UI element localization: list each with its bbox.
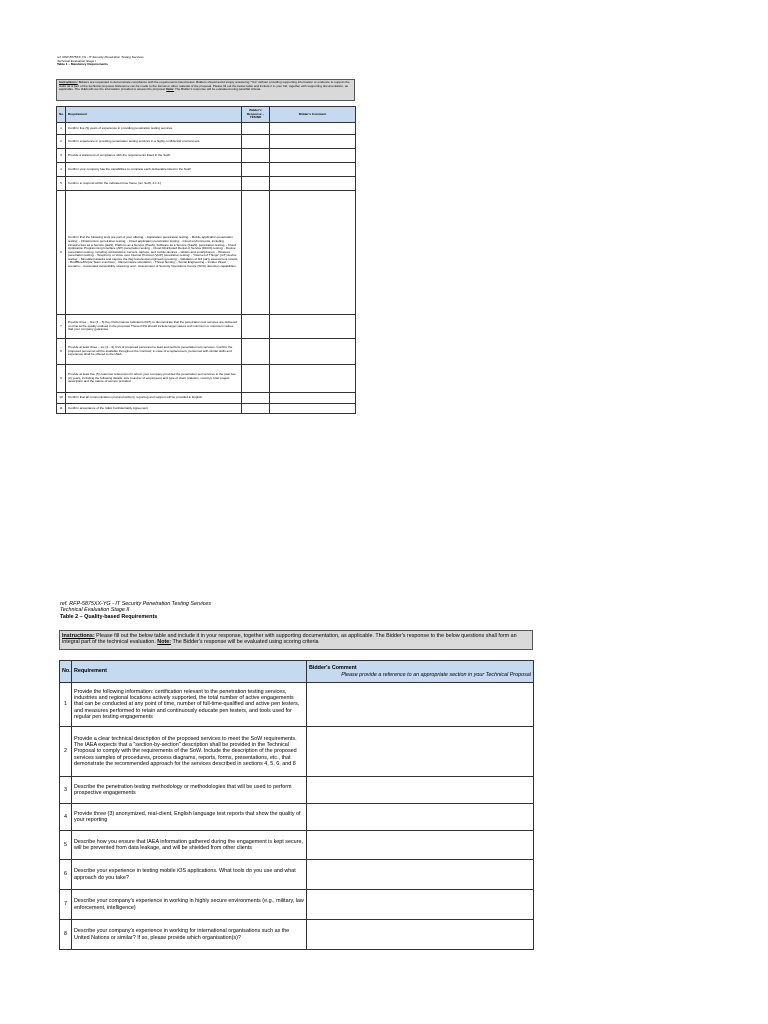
row-requirement: Confirm that the following tests are part of your offering: - Application penetration testing; - Mobile application penetration testing; - Infrastructure penetration testing; - Cloud application penetration testing; - Cloud environments, including infrastructure as a Service (IaaS), Platform as a Service (PaaS), Software as a Service (SaaS), penetration testing; - Cloud Application Programming Interface (API) penetration testing; - Cloud Distributed Denial of Service (DDoS) testing; - Device penetration testing, including workstations, servers, laptops, and mobile devices – tablets and smartphones; - Wireless penetration testing; - Telephony or Voice over Internet Protocol (VoIP) penetration testing; - "Internet of Things" (IoT) device testing; - Simulated attacks and capture the flag tests/social engineering testing; - Validation of 3rd party assessment results; - Red/Blue/Purple Team exercises; - Ransomware simulation; - Threat hunting; - Social Engineering – Insider threat scenario; - Automated vulnerability scanning; and - Assessment of Security Operations Centre (SOC) detection capabilities.: [66, 191, 242, 315]
response-cell[interactable]: [242, 404, 270, 414]
row-number: 10: [57, 393, 66, 404]
page2-col-requirement: Requirement: [72, 661, 307, 683]
comment-cell[interactable]: [307, 920, 534, 950]
comment-cell[interactable]: [307, 890, 534, 920]
page1-header: [57, 56, 144, 67]
comment-cell[interactable]: [270, 365, 356, 393]
table-row: [60, 804, 534, 831]
table-row: [60, 727, 534, 777]
table-row: [57, 404, 356, 414]
page1-subtitle: Technical Evaluation Stage I: [57, 58, 96, 63]
page1-instructions: [56, 79, 355, 101]
comment-cell[interactable]: [270, 177, 356, 191]
table-row: [57, 191, 356, 315]
row-number: 4: [57, 163, 66, 177]
page1-col-comment: Bidder's Comment: [270, 107, 356, 123]
comment-cell[interactable]: [307, 860, 534, 890]
row-requirement: Provide a clear technical description of the proposed services to meet the SoW requirements. The IAEA expects that a "section-by-section" description shall be provided in the Technical Proposal to comply with the requirements of the SoW. Include the description of the proposed services samples of procedures, process diagrams, reports, forms, presentations, etc., that demonstrate the recommended approach for the services described in sections 4, 5, 6, and 8: [72, 727, 307, 777]
page2-col-comment-sub: Please provide a reference to an appropriate section in your Technical Proposal: [341, 671, 531, 678]
row-number: 1: [57, 123, 66, 135]
table-row: [57, 393, 356, 404]
page2-header-row: [60, 661, 534, 683]
comment-cell[interactable]: [307, 804, 534, 831]
row-requirement: Confirm that all communication (oral and written), reporting and support will be provided in English.: [66, 393, 242, 404]
table-row: [57, 177, 356, 191]
row-number: 9: [57, 365, 66, 393]
table-row: [57, 135, 356, 149]
page1-note-label: Note:: [166, 87, 175, 92]
response-cell[interactable]: [242, 315, 270, 339]
comment-cell[interactable]: [270, 339, 356, 365]
comment-cell[interactable]: [270, 191, 356, 315]
row-number: 1: [60, 683, 72, 727]
response-cell[interactable]: [242, 339, 270, 365]
page1-ref: ref. RFP-5875XX-YG - IT Security Penetration Testing Services: [57, 55, 144, 59]
row-requirement: Describe how you ensure that IAEA information gathered during the engagement is kept secure, will be prevented from data leakage, and will be shielded from other clients: [72, 831, 307, 860]
row-requirement: Confirm experience in providing penetration testing services in a highly confidential environment.: [66, 135, 242, 149]
row-requirement: Describe your company's experience in working for international organisations such as the United Nations or similar? If so, please provide which organisation(s)?: [72, 920, 307, 950]
page2-table-title: Table 2 – Quality-based Requirements: [60, 613, 158, 620]
row-requirement: Provide the following information: certification relevant to the penetration testing services, industries and regional locations actively supported, the total number of active engagements that can be conducted at any point of time, number of full-time-qualified and active pen testers, and measures performed to retain and continuously educate pen testers, and tools used for regular pen testing engagements: [72, 683, 307, 727]
page2-requirements-table: [59, 660, 534, 950]
row-number: 8: [60, 920, 72, 950]
table-row: [57, 149, 356, 163]
row-requirement: Provide at least three – six (3 – 6) CVs of proposed personnel to lead and perform penetration test services. Confirm the proposed personnel will be available throughout the Contract; in case of a replacement, personnel with similar skills and experience shall be offered to the IAEA.: [66, 339, 242, 365]
page2-col-comment: [307, 661, 534, 683]
row-requirement: Describe your company's experience in working in highly secure environments (e.g., military, law enforcement, intelligence): [72, 890, 307, 920]
page2-instructions-label: Instructions:: [62, 633, 95, 639]
response-cell[interactable]: [242, 123, 270, 135]
page2-instructions-text: Please fill out the below table and include it in your response, together with supporting documentation, as applicable. The Bidder's response to the below questions shall form an integral part of the technical evaluation.: [62, 633, 517, 646]
row-requirement: Provide three (3) anonymized, real-client, English language test reports that show the quality of your reporting: [72, 804, 307, 831]
response-cell[interactable]: [242, 365, 270, 393]
page1-instructions-text: Bidders are requested to demonstrate compliance with the requirements listed below. Bidders should avoid simply answering "Yes" without providing supporting information or evidence to support the claim as a part of the technical proposal. Reference can be made to the format or other material of the proposal. Please fill out the below table and include it in your bid, together with supporting documentation, as applicable. The IAEA will use the information provided to assess the proposal.: [59, 80, 350, 92]
row-number: 5: [57, 177, 66, 191]
row-number: 4: [60, 804, 72, 831]
table-row: [57, 123, 356, 135]
page1-note-text: The Bidder's response will be evaluated using pass/fail criteria.: [174, 87, 262, 92]
row-requirement: Confirm five (5) years of experience in providing penetration testing services.: [66, 123, 242, 135]
page2-note-text: The Bidder's response will be evaluated using scoring criteria: [171, 639, 319, 646]
row-requirement: Describe your experience in testing mobile iOS applications. What tools do you use and what approach do you take?: [72, 860, 307, 890]
row-number: 6: [60, 860, 72, 890]
response-cell[interactable]: [242, 393, 270, 404]
comment-cell[interactable]: [270, 135, 356, 149]
page1-col-requirement: Requirement: [66, 107, 242, 123]
row-number: 3: [60, 777, 72, 804]
row-number: 3: [57, 149, 66, 163]
page1-header-row: [57, 107, 356, 123]
page2-col-no: No.: [60, 661, 72, 683]
table-row: [57, 163, 356, 177]
table-row: [57, 315, 356, 339]
row-requirement: Confirm your company has the capabilities to complete each deliverable listed in the SoW.: [66, 163, 242, 177]
page1-instructions-label: Instructions:: [59, 80, 78, 84]
response-cell[interactable]: [242, 135, 270, 149]
page1-col-response: Bidder's Response – YES/NO: [242, 107, 270, 123]
page2-subtitle: Technical Evaluation Stage II: [60, 607, 130, 614]
table-row: [60, 920, 534, 950]
row-requirement: Describe the penetration testing methodology or methodologies that will be used to perform prospective engagements: [72, 777, 307, 804]
row-number: 5: [60, 831, 72, 860]
page1-requirements-table: [56, 106, 356, 414]
table-row: [57, 339, 356, 365]
row-requirement: Provide a statement of compliance with the requirements listed in the SoW.: [66, 149, 242, 163]
page1-col-no: No.: [57, 107, 66, 123]
row-requirement: Provide at least five (5) customer references for whom your company provided the penetration test services in the past two (2) years, including the following details: size (number of employees) and type of client (industry, country), brief project description and the nature of service provided.: [66, 365, 242, 393]
table-row: [60, 683, 534, 727]
row-number: 8: [57, 339, 66, 365]
response-cell[interactable]: [242, 149, 270, 163]
comment-cell[interactable]: [307, 777, 534, 804]
comment-cell[interactable]: [270, 393, 356, 404]
page2-note-label: Note:: [157, 639, 172, 646]
table-row: [60, 860, 534, 890]
row-number: 2: [60, 727, 72, 777]
row-requirement: Provide three – five (3 – 5) Key Performance Indicators (KPI) to demonstrate that the penetration test services are delivered on time at the quality outlined in the proposal. These KPIs should include target values and minimum or maximum values that your company guarantee.: [66, 315, 242, 339]
page1-table-title: Table 1 – Mandatory Requirements: [57, 62, 109, 67]
response-cell[interactable]: [242, 191, 270, 315]
comment-cell[interactable]: [307, 683, 534, 727]
page2-header: [60, 601, 211, 620]
table-row: [57, 365, 356, 393]
row-requirement: Confirm to respond within the indicated time frame (ref. SoW, 3.1.3.): [66, 177, 242, 191]
row-number: 6: [57, 191, 66, 315]
comment-cell[interactable]: [270, 315, 356, 339]
comment-cell[interactable]: [307, 727, 534, 777]
page2-instructions: [59, 630, 533, 650]
response-cell[interactable]: [242, 163, 270, 177]
comment-cell[interactable]: [307, 831, 534, 860]
page2-col-comment-title: Bidder's Comment: [309, 665, 357, 672]
table-row: [60, 777, 534, 804]
row-number: 2: [57, 135, 66, 149]
table-row: [60, 890, 534, 920]
row-number: 7: [60, 890, 72, 920]
comment-cell[interactable]: [270, 149, 356, 163]
row-number: 11: [57, 404, 66, 414]
comment-cell[interactable]: [270, 123, 356, 135]
table-row: [60, 831, 534, 860]
page2-ref: ref. RFP-5875XX-YG - IT Security Penetration Testing Services: [60, 601, 212, 607]
comment-cell[interactable]: [270, 404, 356, 414]
comment-cell[interactable]: [270, 163, 356, 177]
row-requirement: Confirm acceptance of the IAEA Confidentiality Agreement: [66, 404, 242, 414]
row-number: 7: [57, 315, 66, 339]
response-cell[interactable]: [242, 177, 270, 191]
